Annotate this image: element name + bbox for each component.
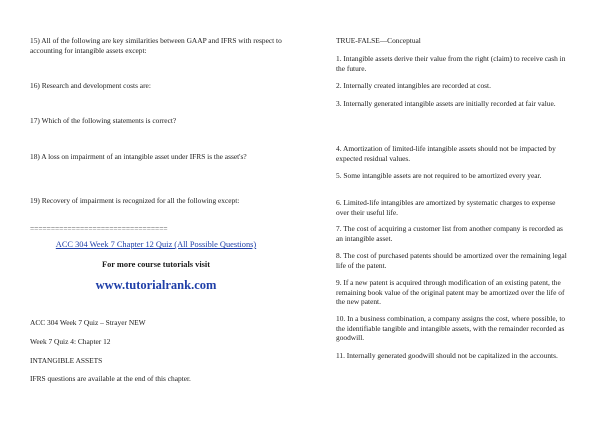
topic-heading: INTANGIBLE ASSETS xyxy=(30,356,103,365)
question-15: 15) All of the following are key similarities between GAAP and IFRS with respect to accounting for intangible assets except: xyxy=(30,36,282,55)
question-17: 17) Which of the following statements is correct? xyxy=(30,116,177,125)
tf-item-2: 2. Internally created intangibles are recorded at cost. xyxy=(336,81,491,90)
tf-item-1: 1. Intangible assets derive their value from the right (claim) to receive cash in the future. xyxy=(336,54,566,73)
quiz-chapter: Week 7 Quiz 4: Chapter 12 xyxy=(30,337,111,346)
question-18: 18) A loss on impairment of an intangible asset under IFRS is the asset's? xyxy=(30,152,247,161)
site-link[interactable]: www.tutorialrank.com xyxy=(95,278,217,292)
section-heading: TRUE-FALSE—Conceptual xyxy=(336,36,421,45)
question-16: 16) Research and development costs are: xyxy=(30,81,151,90)
tf-item-9: 9. If a new patent is acquired through modification of an existing patent, the remaining book value of the original patent may be amortized over the life of the new patent. xyxy=(336,278,565,307)
tf-item-5: 5. Some intangible assets are not required to be amortized every year. xyxy=(336,171,542,180)
tf-item-11: 11. Internally generated goodwill should not be capitalized in the accounts. xyxy=(336,351,558,360)
divider-line: ================================= xyxy=(30,224,168,233)
tf-item-8: 8. The cost of purchased patents should be amortized over the remaining legal life of the patent. xyxy=(336,251,567,270)
tf-item-6: 6. Limited-life intangibles are amortized by systematic charges to expense over their useful life. xyxy=(336,198,556,217)
tf-item-4: 4. Amortization of limited-life intangible assets should not be impacted by expected residual values. xyxy=(336,144,556,163)
quiz-title-link[interactable]: ACC 304 Week 7 Chapter 12 Quiz (All Possible Questions) xyxy=(55,240,257,249)
ifrs-note: IFRS questions are available at the end of this chapter. xyxy=(30,374,191,383)
tf-item-3: 3. Internally generated intangible assets are initially recorded at fair value. xyxy=(336,99,556,108)
tf-item-10: 10. In a business combination, a company assigns the cost, where possible, to the identifiable tangible and intangible assets, with the remainder recorded as goodwill. xyxy=(336,314,566,343)
question-19: 19) Recovery of impairment is recognized for all the following except: xyxy=(30,196,240,205)
tf-item-7: 7. The cost of acquiring a customer list from another company is recorded as an intangible asset. xyxy=(336,224,563,243)
promo-text: For more course tutorials visit xyxy=(101,260,211,269)
course-title: ACC 304 Week 7 Quiz – Strayer NEW xyxy=(30,318,146,327)
